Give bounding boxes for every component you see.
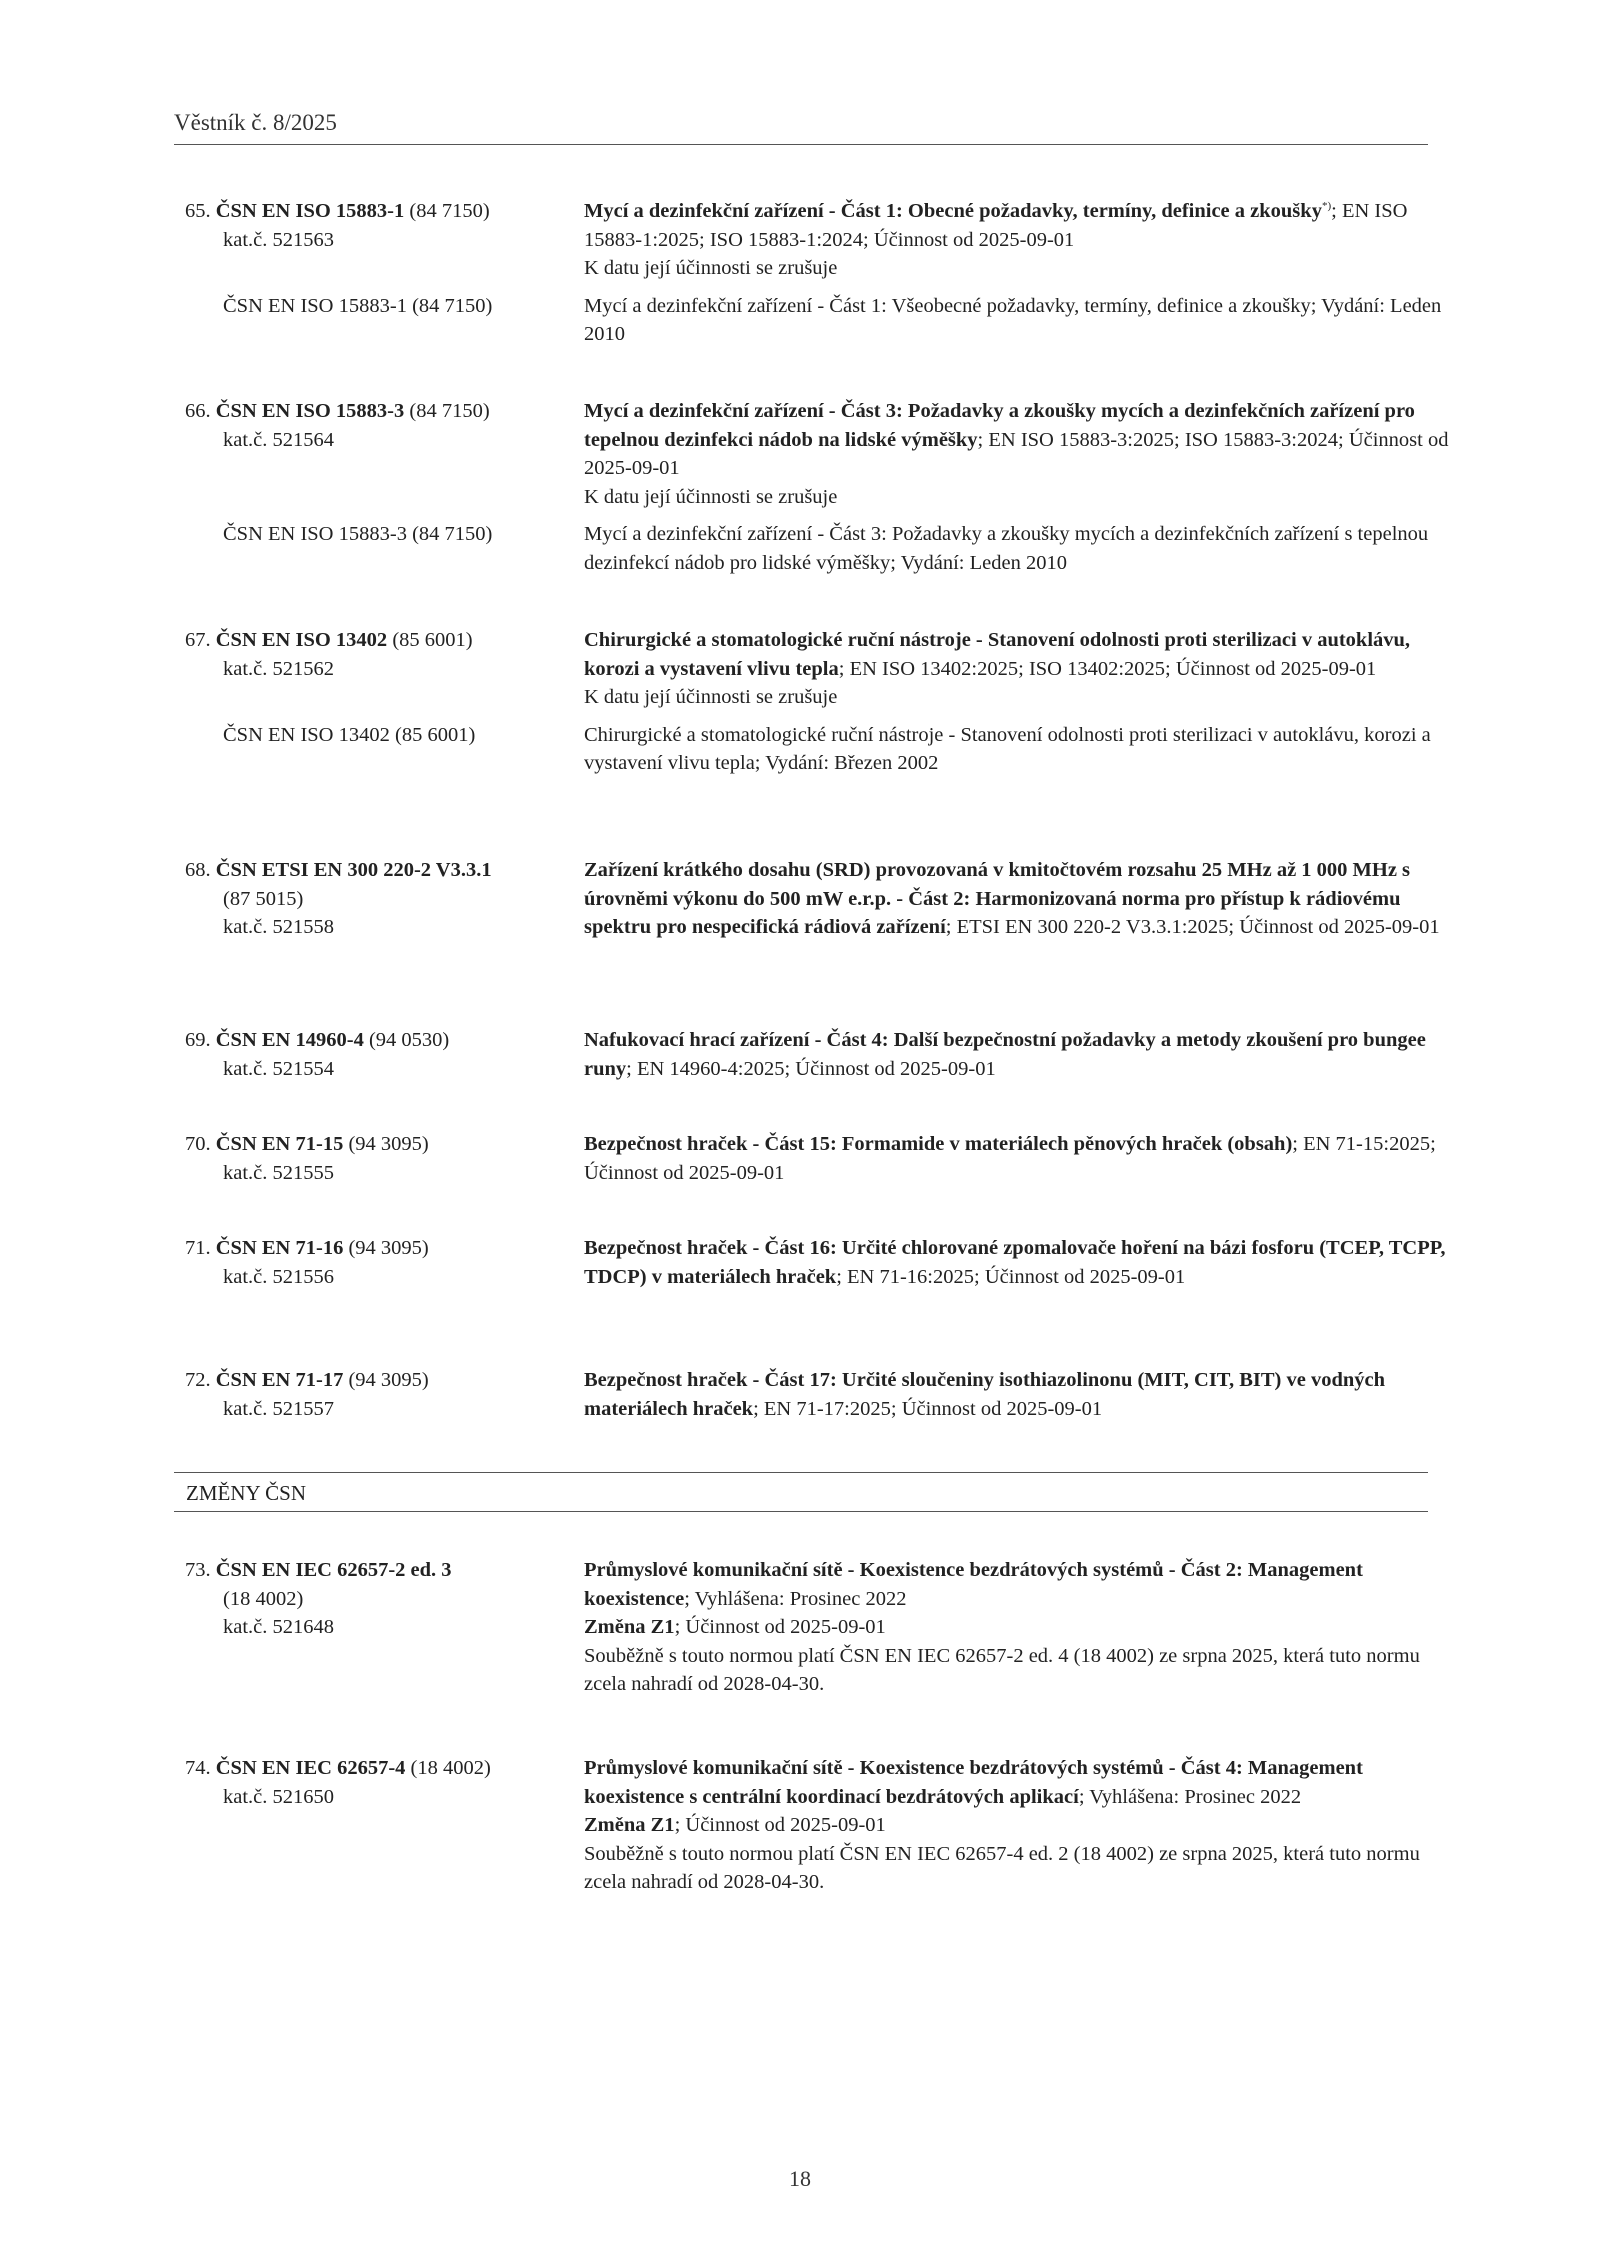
standard-code: ČSN EN ISO 15883-3	[215, 400, 405, 422]
catalog-number: kat.č. 521555	[223, 1161, 335, 1184]
standard-code: ČSN EN 71-17	[215, 1369, 344, 1391]
standard-code: ČSN EN ISO 13402	[215, 629, 388, 651]
standard-code: ČSN EN IEC 62657-4	[215, 1757, 406, 1779]
catalog-number: kat.č. 521556	[223, 1265, 335, 1288]
catalog-number: kat.č. 521562	[223, 657, 335, 680]
replaced-standard-text: Chirurgické a stomatologické ruční nástroje - Stanovení odolnosti proti sterilizaci v autoklávu, korozi a vystavení vlivu tepla; Vydání: Březen 2002	[584, 723, 1431, 774]
standard-details: ; EN 14960-4:2025; Účinnost od 2025-09-01	[626, 1057, 996, 1080]
standard-code: ČSN EN 71-15	[215, 1133, 344, 1155]
entry-number: 67.	[185, 629, 211, 651]
cancellation-note: K datu její účinnosti se zrušuje	[584, 686, 838, 708]
section-title: ZMĚNY ČSN	[186, 1481, 306, 1505]
standard-title: Bezpečnost hraček - Část 16: Určité chlorované zpomalovače hoření na bázi fosforu (TCEP, TCPP, TDCP) v materiálech hraček	[584, 1237, 1446, 1288]
section-heading-changes	[174, 1472, 1428, 1512]
standard-entry-74	[0, 1754, 1600, 1897]
standard-details: ; EN 71-15:2025; Účinnost od 2025-09-01	[584, 1133, 1436, 1184]
standard-details: ; EN ISO 15883-3:2025; ISO 15883-3:2024; Účinnost od 2025-09-01	[584, 428, 1449, 479]
standard-title: Zařízení krátkého dosahu (SRD) provozovaná v kmitočtovém rozsahu 25 MHz až 1 000 MHz s úrovněmi výkonu do 500 mW e.r.p. - Část 2: Harmonizovaná norma pro přístup k rádiovému spektru pro nespecifická rádiová zařízení	[584, 859, 1411, 938]
classification-code: (94 0530)	[368, 1029, 450, 1051]
entry-number: 65.	[185, 200, 211, 222]
replaced-standard-text: Mycí a dezinfekční zařízení - Část 3: Požadavky a zkoušky mycích a dezinfekčních zařízení s tepelnou dezinfekcí nádob pro lidské výměšky; Vydání: Leden 2010	[584, 523, 1429, 574]
standard-entry-73	[0, 1556, 1600, 1699]
classification-code: (94 3095)	[348, 1369, 429, 1391]
standard-entry-69	[0, 1026, 1600, 1083]
amendment-label: Změna Z1	[584, 1616, 675, 1638]
catalog-number: kat.č. 521648	[223, 1616, 335, 1638]
standard-details: ; EN ISO 15883-1:2025; ISO 15883-1:2024; Účinnost od 2025-09-01	[584, 200, 1408, 251]
concurrent-validity-note: Souběžně s touto normou platí ČSN EN IEC 62657-4 ed. 2 (18 4002) ze srpna 2025, která tuto normu zcela nahradí od 2028-04-30.	[584, 1842, 1420, 1893]
entry-number: 66.	[185, 400, 211, 422]
catalog-number: kat.č. 521557	[223, 1397, 335, 1420]
standard-code: ČSN ETSI EN 300 220-2 V3.3.1	[215, 859, 492, 881]
catalog-number: kat.č. 521554	[223, 1057, 335, 1080]
catalog-number: kat.č. 521564	[223, 428, 335, 451]
amendment-details: ; Účinnost od 2025-09-01	[674, 1814, 886, 1836]
standard-details: ; Vyhlášena: Prosinec 2022	[1078, 1785, 1302, 1808]
standard-entry-70	[0, 1130, 1600, 1187]
standard-title: Průmyslové komunikační sítě - Koexistence bezdrátových systémů - Část 2: Management koexistence	[584, 1559, 1363, 1610]
catalog-number: kat.č. 521558	[223, 916, 335, 938]
entry-number: 69.	[185, 1029, 211, 1051]
entry-number: 68.	[185, 859, 211, 881]
standard-entry-68	[0, 856, 1600, 942]
catalog-number: kat.č. 521563	[223, 228, 335, 251]
cancellation-note: K datu její účinnosti se zrušuje	[584, 257, 838, 279]
classification-code: (84 7150)	[409, 400, 490, 422]
page-header	[174, 108, 1428, 145]
amendment-details: ; Účinnost od 2025-09-01	[674, 1616, 886, 1638]
standard-code: ČSN EN 14960-4	[215, 1029, 364, 1051]
standard-title: Nafukovací hrací zařízení - Část 4: Další bezpečnostní požadavky a metody zkoušení pro bungee runy	[584, 1029, 1426, 1080]
standard-details: ; EN 71-16:2025; Účinnost od 2025-09-01	[836, 1265, 1186, 1288]
cancellation-note: K datu její účinnosti se zrušuje	[584, 485, 838, 508]
classification-code: (18 4002)	[410, 1757, 491, 1779]
classification-code: (85 6001)	[392, 629, 473, 651]
catalog-number: kat.č. 521650	[223, 1785, 335, 1808]
classification-code: (94 3095)	[348, 1133, 429, 1155]
standard-details: ; Vyhlášena: Prosinec 2022	[684, 1587, 907, 1610]
standard-code: ČSN EN ISO 15883-1	[215, 200, 405, 222]
standard-details: ; EN ISO 13402:2025; ISO 13402:2025; Účinnost od 2025-09-01	[838, 657, 1377, 680]
standard-code: ČSN EN 71-16	[215, 1237, 344, 1259]
standard-entry-71	[0, 1234, 1600, 1291]
standard-title: Mycí a dezinfekční zařízení - Část 3: Požadavky a zkoušky mycích a dezinfekčních zařízení pro tepelnou dezinfekci nádob na lidské výměšky	[584, 400, 1415, 451]
replaced-standard-text: Mycí a dezinfekční zařízení - Část 1: Všeobecné požadavky, termíny, definice a zkoušky; Vydání: Leden 2010	[584, 294, 1442, 345]
standard-title: Průmyslové komunikační sítě - Koexistence bezdrátových systémů - Část 4: Management koexistence s centrální koordinací bezdrátových aplikací	[584, 1757, 1363, 1808]
classification-code: (87 5015)	[223, 887, 304, 910]
entry-number: 70.	[185, 1133, 211, 1155]
concurrent-validity-note: Souběžně s touto normou platí ČSN EN IEC 62657-2 ed. 4 (18 4002) ze srpna 2025, která tuto normu zcela nahradí od 2028-04-30.	[584, 1644, 1420, 1695]
standard-details: ; ETSI EN 300 220-2 V3.3.1:2025; Účinnost od 2025-09-01	[945, 916, 1440, 938]
entry-number: 71.	[185, 1237, 211, 1259]
classification-code: (84 7150)	[409, 200, 490, 222]
footnote-mark: *)	[1321, 200, 1332, 213]
entry-number: 73.	[185, 1559, 211, 1581]
classification-code: (18 4002)	[223, 1587, 304, 1610]
journal-title: Věstník č. 8/2025	[174, 110, 337, 135]
standard-entry-66	[0, 397, 1600, 577]
standard-entry-65	[0, 197, 1600, 349]
page-number: 18	[789, 2166, 811, 2191]
standard-entry-67	[0, 626, 1600, 778]
standard-title: Chirurgické a stomatologické ruční nástroje - Stanovení odolnosti proti sterilizaci v autoklávu, korozi a vystavení vlivu tepla	[584, 629, 1411, 680]
standard-entry-72	[0, 1366, 1600, 1423]
replaced-standard-code: ČSN EN ISO 15883-1 (84 7150)	[223, 294, 493, 317]
entry-number: 74.	[185, 1757, 211, 1779]
replaced-standard-code: ČSN EN ISO 15883-3 (84 7150)	[223, 523, 493, 545]
amendment-label: Změna Z1	[584, 1814, 675, 1836]
replaced-standard-code: ČSN EN ISO 13402 (85 6001)	[223, 723, 476, 746]
standard-title: Bezpečnost hraček - Část 15: Formamide v materiálech pěnových hraček (obsah)	[584, 1133, 1293, 1155]
standard-title: Bezpečnost hraček - Část 17: Určité sloučeniny isothiazolinonu (MIT, CIT, BIT) ve vodných materiálech hraček	[584, 1369, 1386, 1420]
standard-details: ; EN 71-17:2025; Účinnost od 2025-09-01	[753, 1397, 1103, 1420]
classification-code: (94 3095)	[348, 1237, 429, 1259]
entry-number: 72.	[185, 1369, 211, 1391]
standard-title: Mycí a dezinfekční zařízení - Část 1: Obecné požadavky, termíny, definice a zkoušky	[584, 200, 1322, 222]
standard-code: ČSN EN IEC 62657-2 ed. 3	[215, 1559, 452, 1581]
